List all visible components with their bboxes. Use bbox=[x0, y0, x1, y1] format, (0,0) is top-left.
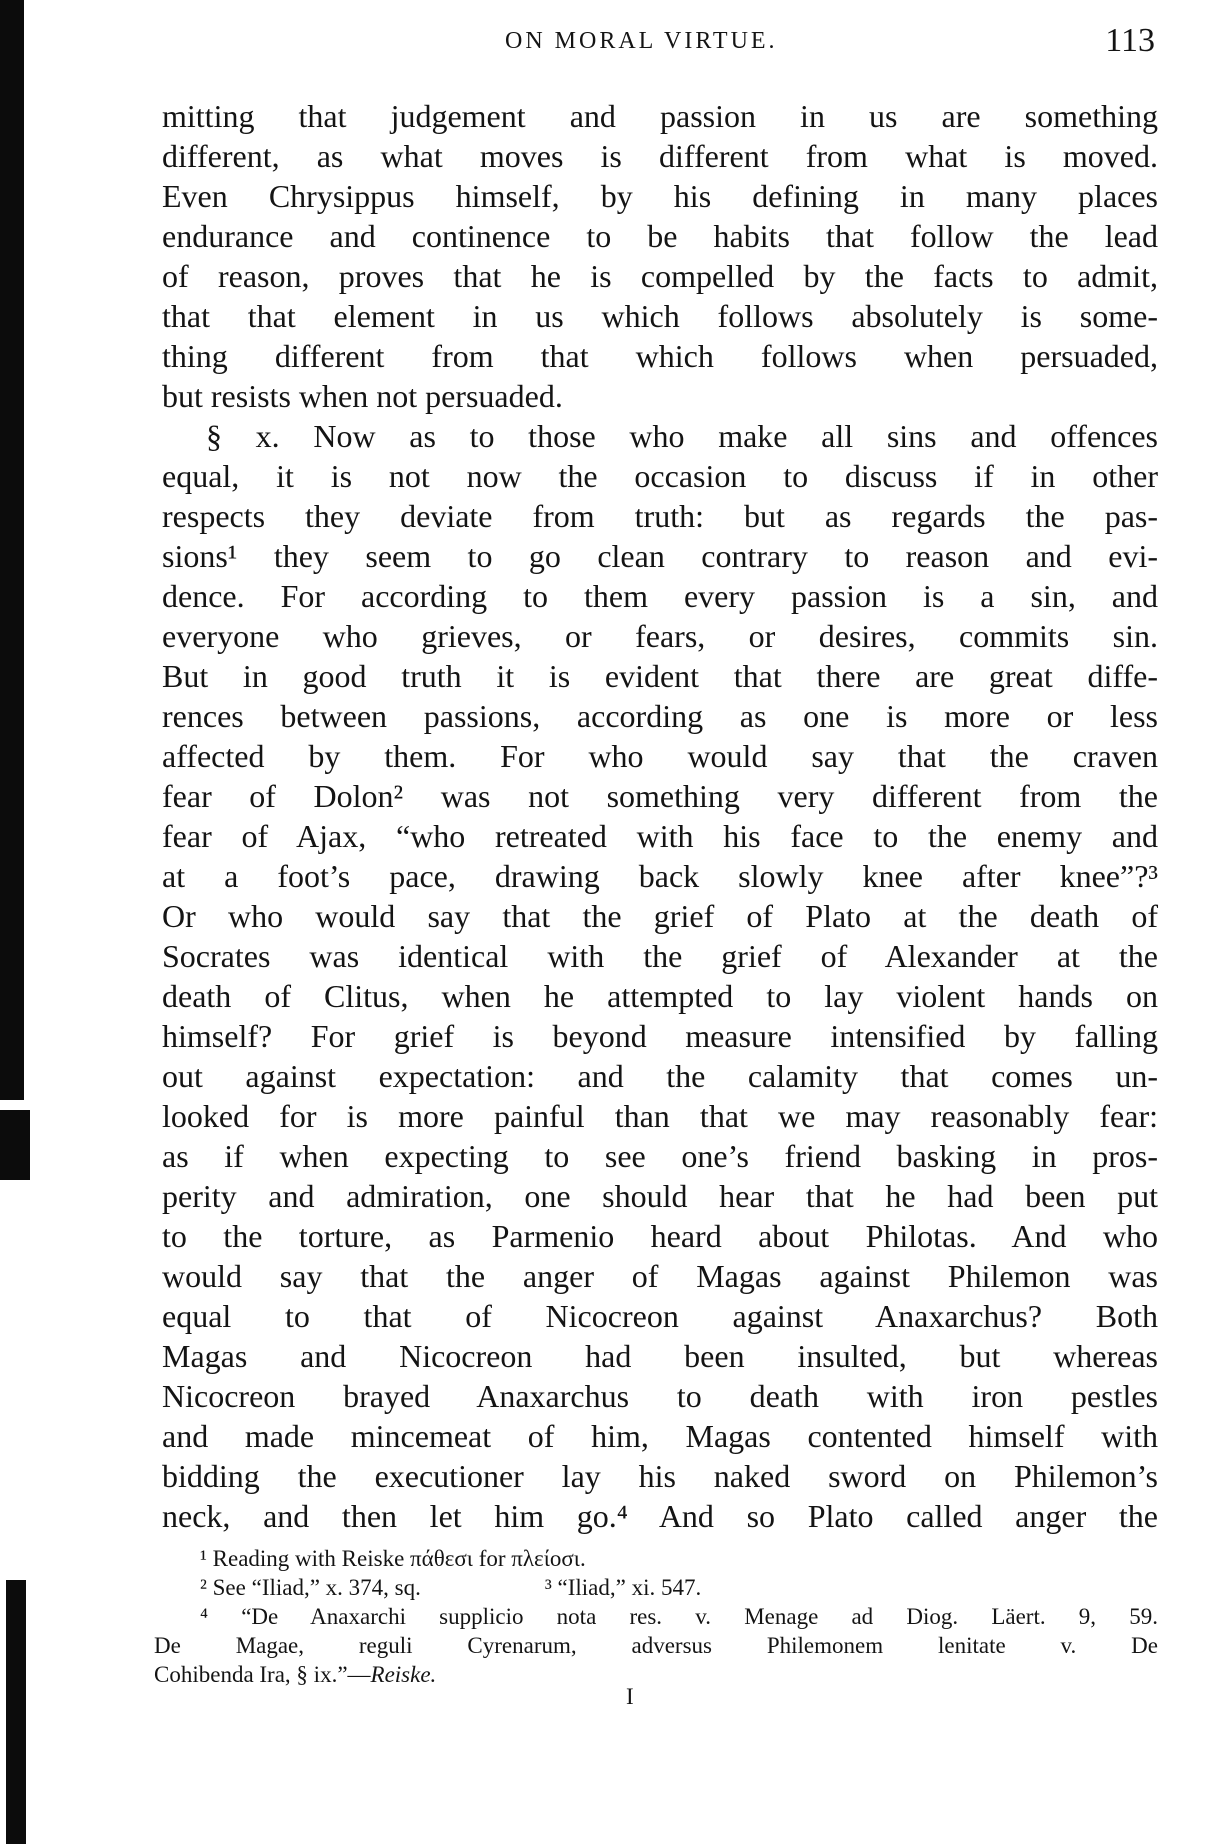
text-line: endurance and continence to be habits that follow the lead bbox=[162, 218, 1158, 254]
footnote-4-line-2: De Magae, reguli Cyrenarum, adversus Philemonem lenitate v. De bbox=[154, 1633, 1158, 1658]
text-line: mitting that judgement and passion in us are something bbox=[162, 98, 1158, 134]
text-line: himself? For grief is beyond measure intensified by falling bbox=[162, 1018, 1158, 1054]
text-line: fear of Dolon² was not something very different from the bbox=[162, 778, 1158, 814]
text-line: Nicocreon brayed Anaxarchus to death with iron pestles bbox=[162, 1378, 1158, 1414]
text-line: different, as what moves is different from what is moved. bbox=[162, 138, 1158, 174]
text-line: dence. For according to them every passion is a sin, and bbox=[162, 578, 1158, 614]
text-line: would say that the anger of Magas against Philemon was bbox=[162, 1258, 1158, 1294]
running-head bbox=[160, 22, 1157, 72]
text-line: but resists when not persuaded. bbox=[162, 378, 563, 414]
text-line: equal, it is not now the occasion to discuss if in other bbox=[162, 458, 1158, 494]
text-line: neck, and then let him go.⁴ And so Plato called anger the bbox=[162, 1498, 1158, 1534]
text-line: at a foot’s pace, drawing back slowly knee after knee”?³ bbox=[162, 858, 1158, 894]
footnote-2-3-row bbox=[154, 1573, 1158, 1602]
text-line: But in good truth it is evident that there are great diffe- bbox=[162, 658, 1158, 694]
footnote-3: ³ “Iliad,” xi. 547. bbox=[544, 1575, 702, 1600]
text-line: and made mincemeat of him, Magas contented himself with bbox=[162, 1418, 1158, 1454]
text-line: out against expectation: and the calamity that comes un- bbox=[162, 1058, 1158, 1094]
text-line: respects they deviate from truth: but as regards the pas- bbox=[162, 498, 1158, 534]
text-line: looked for is more painful than that we may reasonably fear: bbox=[162, 1098, 1158, 1134]
footnote-1: ¹ Reading with Reiske πάθεσι for πλείοσι. bbox=[200, 1546, 586, 1571]
footnote-2: ² See “Iliad,” x. 374, sq. bbox=[200, 1575, 421, 1600]
text-line: that that element in us which follows absolutely is some- bbox=[162, 298, 1158, 334]
text-line: sions¹ they seem to go clean contrary to reason and evi- bbox=[162, 538, 1158, 574]
text-line: affected by them. For who would say that the craven bbox=[162, 738, 1158, 774]
text-line: fear of Ajax, “who retreated with his face to the enemy and bbox=[162, 818, 1158, 854]
text-line: as if when expecting to see one’s friend basking in pros- bbox=[162, 1138, 1158, 1174]
text-line: Or who would say that the grief of Plato at the death of bbox=[162, 898, 1158, 934]
text-line: death of Clitus, when he attempted to lay violent hands on bbox=[162, 978, 1158, 1014]
signature-mark: I bbox=[626, 1684, 634, 1709]
section-start-line: § x. Now as to those who make all sins and offences bbox=[206, 418, 1158, 454]
text-line: of reason, proves that he is compelled by the facts to admit, bbox=[162, 258, 1158, 294]
text-line: bidding the executioner lay his naked sword on Philemon’s bbox=[162, 1458, 1158, 1494]
text-line: to the torture, as Parmenio heard about Philotas. And who bbox=[162, 1218, 1158, 1254]
running-title: ON MORAL VIRTUE. bbox=[505, 28, 778, 54]
body-text bbox=[162, 96, 1158, 1536]
footnotes bbox=[154, 1544, 1158, 1689]
footnote-4-line-3 bbox=[154, 1660, 1158, 1689]
footnote-4-author: Reiske. bbox=[370, 1662, 437, 1687]
text-line: Socrates was identical with the grief of Alexander at the bbox=[162, 938, 1158, 974]
text-line: rences between passions, according as one is more or less bbox=[162, 698, 1158, 734]
footnote-4-citation: Cohibenda Ira, § ix.”— bbox=[154, 1662, 371, 1687]
text-line: thing different from that which follows when persuaded, bbox=[162, 338, 1158, 374]
text-line: equal to that of Nicocreon against Anaxarchus? Both bbox=[162, 1298, 1158, 1334]
page-number: 113 bbox=[1105, 22, 1155, 59]
text-line: everyone who grieves, or fears, or desires, commits sin. bbox=[162, 618, 1158, 654]
footnote-4-line-1: ⁴ “De Anaxarchi supplicio nota res. v. Menage ad Diog. Läert. 9, 59. bbox=[200, 1604, 1158, 1629]
text-line: perity and admiration, one should hear that he had been put bbox=[162, 1178, 1158, 1214]
text-line: Even Chrysippus himself, by his defining in many places bbox=[162, 178, 1158, 214]
text-line: Magas and Nicocreon had been insulted, but whereas bbox=[162, 1338, 1158, 1374]
